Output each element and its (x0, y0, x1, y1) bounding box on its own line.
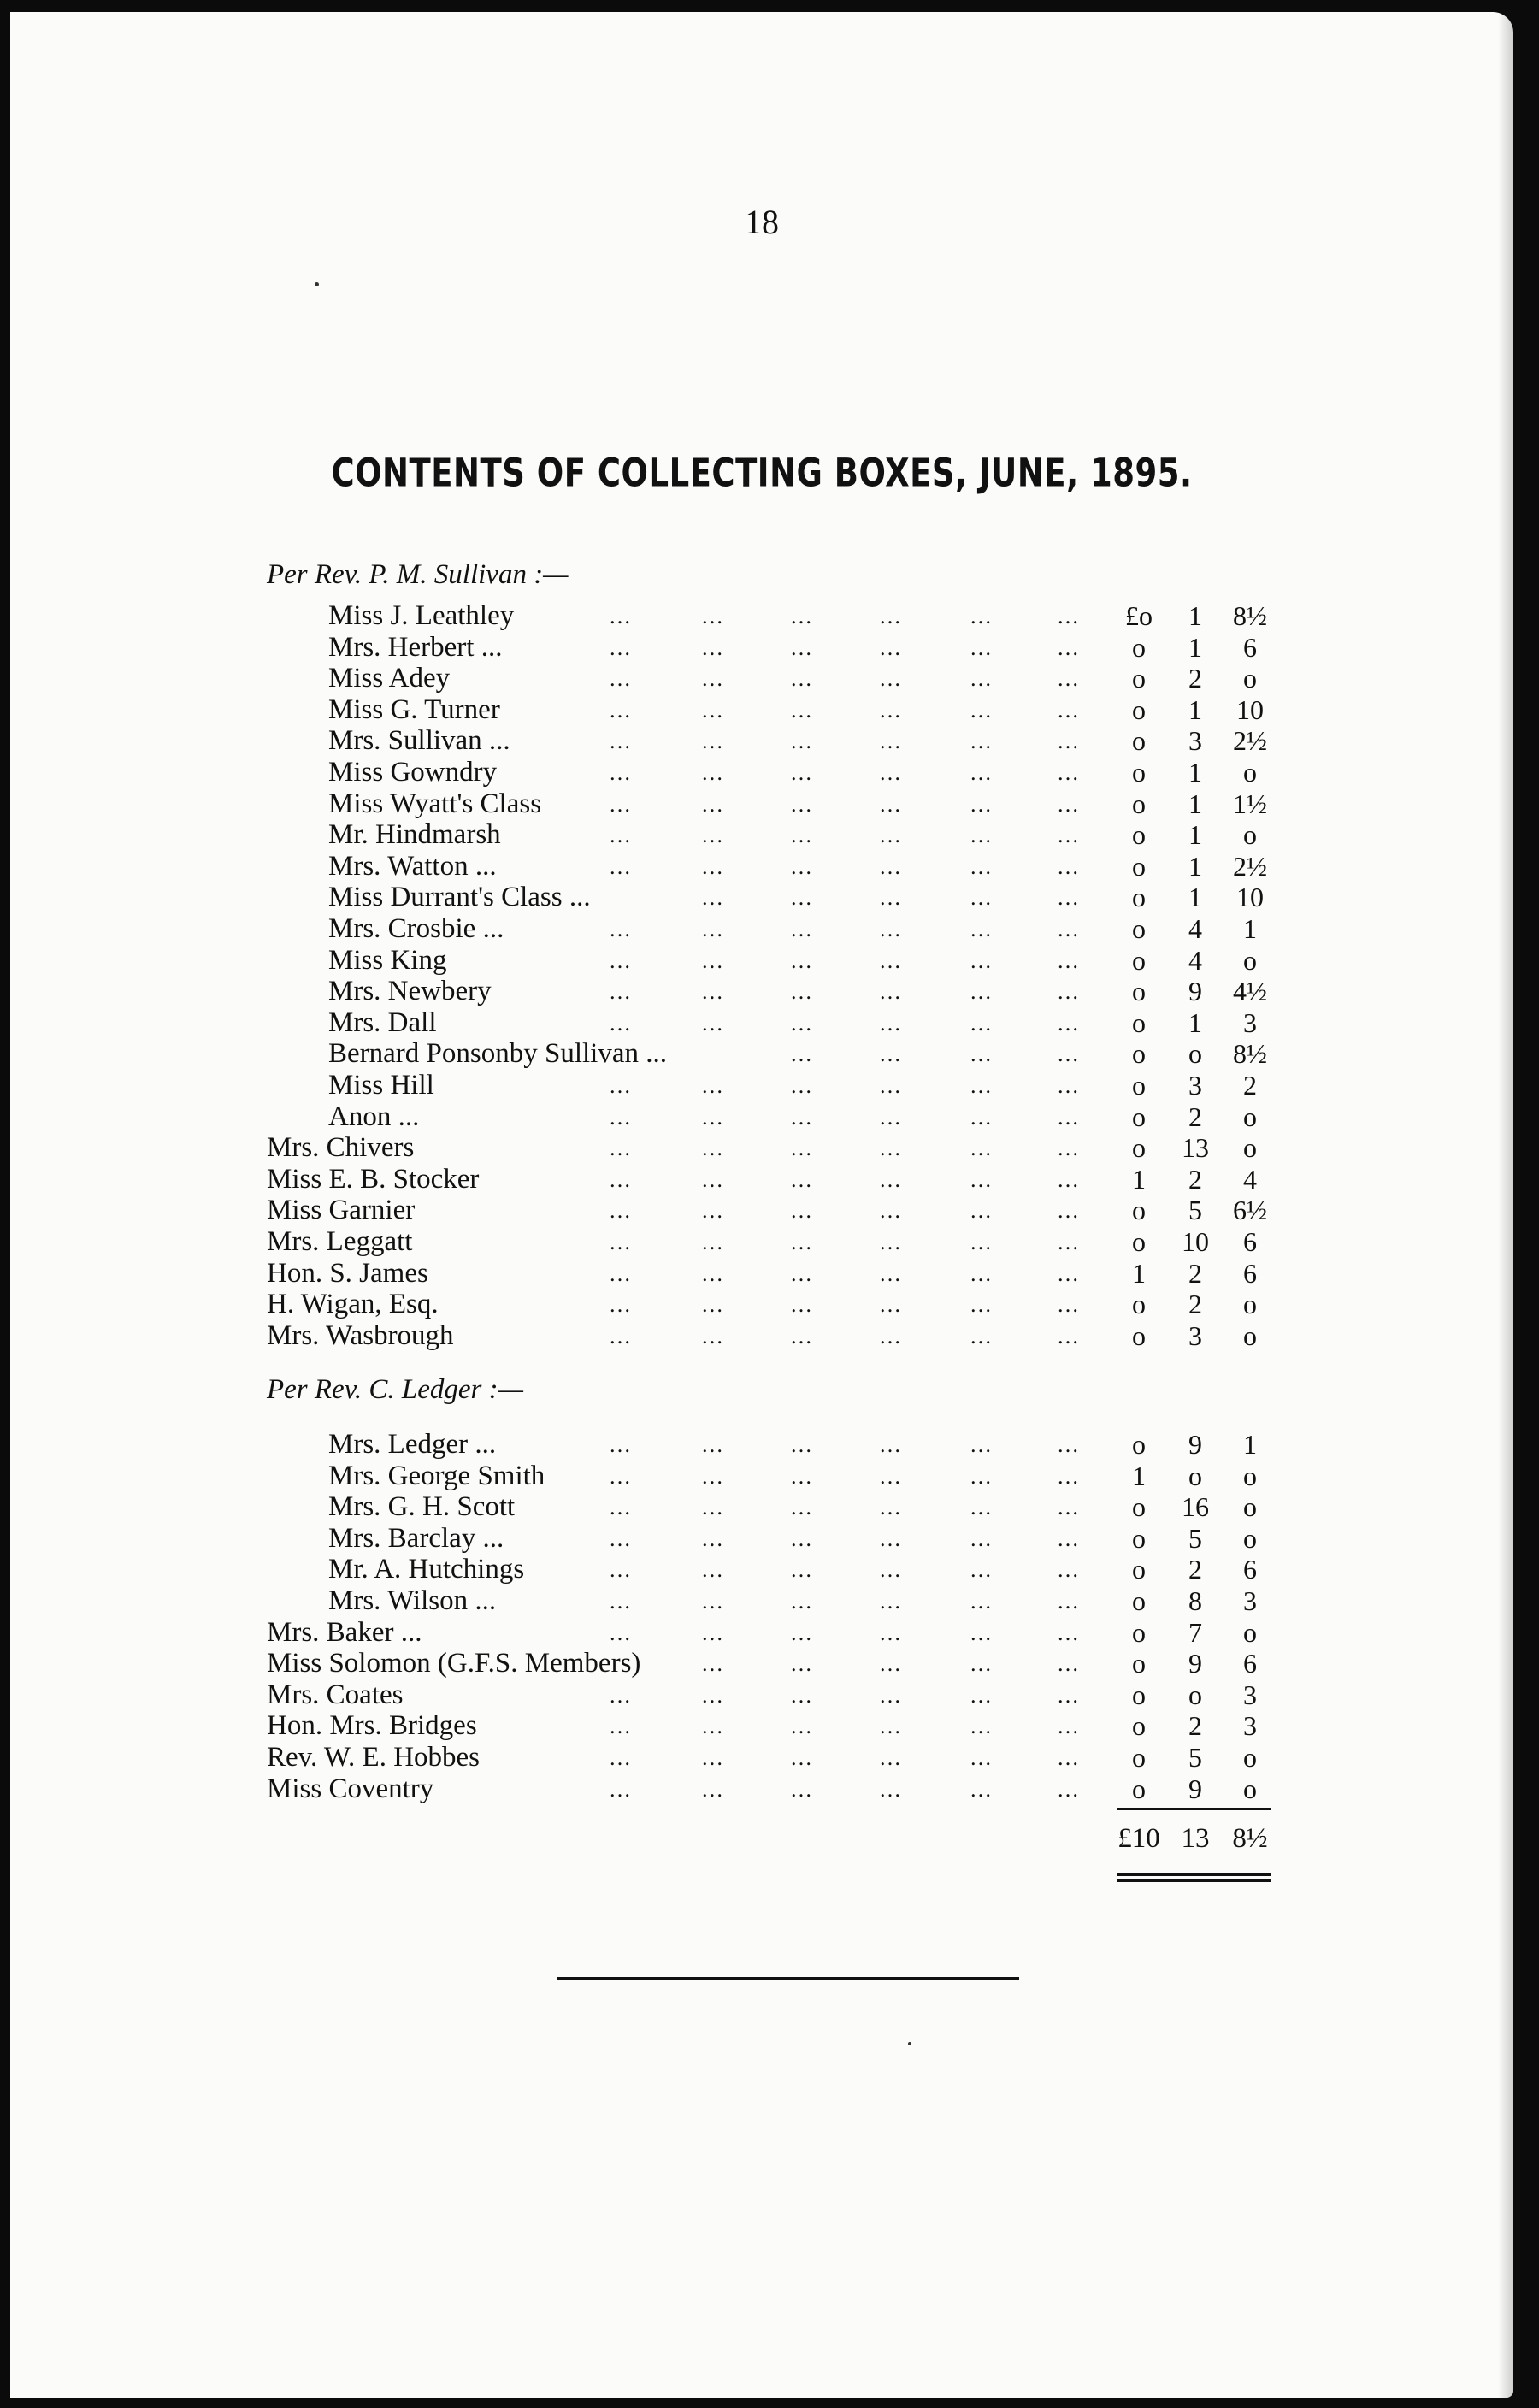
amount-pence: 2½ (1233, 850, 1267, 882)
ledger-row (10, 1429, 1513, 1463)
ledger-row (10, 1164, 1513, 1198)
amount-shillings: 3 (1188, 725, 1202, 757)
donor-name: Miss Wyatt's Class (328, 788, 542, 819)
ledger-row (10, 882, 1513, 916)
donor-name: Mr. Hindmarsh (328, 819, 501, 851)
dot-leaders: … … … … … … (609, 1260, 1080, 1286)
donor-name: Mrs. Watton ... (328, 850, 497, 882)
dot-leaders: … … … … … … (609, 853, 1080, 879)
amount-shillings: 1 (1188, 600, 1202, 631)
donor-name: Mrs. G. H. Scott (328, 1491, 516, 1523)
donor-name: Mr. A. Hutchings (328, 1554, 525, 1585)
amount-pounds: o (1132, 1289, 1146, 1320)
amount-pounds: £o (1125, 600, 1153, 631)
dot-leaders: … … … … … … (609, 1557, 1080, 1583)
amount-shillings: 2 (1188, 663, 1202, 694)
amount-shillings: 1 (1188, 757, 1202, 788)
amount-pounds: o (1132, 1038, 1146, 1070)
amount-pence: o (1243, 1319, 1257, 1351)
amount-pounds: o (1132, 1429, 1146, 1460)
amount-shillings: 2 (1188, 1163, 1202, 1195)
ledger-row (10, 1070, 1513, 1104)
amount-pounds: o (1132, 1742, 1146, 1773)
amount-pounds: o (1132, 913, 1146, 944)
dot-leaders: … … … … … … (609, 917, 1080, 941)
ledger-row (10, 1585, 1513, 1620)
amount-pence: 6 (1243, 1257, 1257, 1289)
ledger-row (10, 632, 1513, 666)
amount-shillings: 2 (1188, 1101, 1202, 1132)
amount-shillings: 2 (1188, 1710, 1202, 1742)
ledger-row (10, 913, 1513, 947)
amount-pounds: o (1132, 1648, 1146, 1679)
amount-shillings: 9 (1188, 976, 1202, 1007)
amount-pounds: o (1132, 976, 1146, 1007)
ledger-row (10, 1617, 1513, 1651)
donor-name: Mrs. Crosbie ... (328, 913, 504, 944)
ledger-row (10, 851, 1513, 885)
ledger-row (10, 694, 1513, 729)
donor-name: Miss Garnier (267, 1195, 416, 1226)
dot-leaders: … … … … … … (609, 1463, 1080, 1489)
dot-leaders: … … … … … … (609, 1526, 1080, 1551)
donor-name: Mrs. Wasbrough (267, 1319, 454, 1351)
ledger-row (10, 1195, 1513, 1229)
dot-leaders: … … … … … … (609, 1073, 1080, 1098)
dot-leaders: … … … … … … (609, 666, 1080, 692)
dot-leaders: … … … … … … (609, 947, 1080, 973)
donor-name: Miss Solomon (G.F.S. Members) (267, 1648, 641, 1679)
donor-name: Miss Coventry (267, 1773, 434, 1804)
ledger-row (10, 1648, 1513, 1682)
ledger-row (10, 1710, 1513, 1744)
amount-shillings: o (1188, 1038, 1202, 1070)
donor-name: Miss Hill (328, 1070, 434, 1101)
amount-pence: o (1243, 1616, 1257, 1648)
dot-leaders: … … … … … … (609, 1432, 1080, 1457)
amount-pounds: 1 (1132, 1163, 1146, 1195)
dot-leaders: … … … … … … (609, 1292, 1080, 1318)
total-row (10, 1823, 1513, 1861)
dot-leaders: … … … … … … (609, 1166, 1080, 1192)
ledger-row (10, 1226, 1513, 1260)
amount-shillings: 10 (1182, 1226, 1209, 1257)
amount-pounds: o (1132, 1132, 1146, 1164)
ledger-row (10, 1007, 1513, 1042)
dot-leaders: … … … … … … (609, 1104, 1080, 1130)
amount-shillings: 3 (1188, 1070, 1202, 1101)
dot-leaders: … … … … … … (609, 1714, 1080, 1739)
amount-shillings: 5 (1188, 1195, 1202, 1226)
amount-pence: 3 (1243, 1006, 1257, 1038)
ledger-row (10, 1289, 1513, 1323)
amount-shillings: 1 (1188, 882, 1202, 913)
amount-pounds: o (1132, 1319, 1146, 1351)
dot-leaders: … … … … … … (609, 1230, 1080, 1254)
amount-shillings: 1 (1188, 819, 1202, 851)
dot-leaders: … … … … … … (609, 1745, 1080, 1770)
donor-name: Miss G. Turner (328, 693, 500, 725)
dot-leaders: … … … … … … (609, 1620, 1080, 1645)
amount-shillings: 1 (1188, 631, 1202, 663)
donor-name: Miss King (328, 944, 447, 976)
donor-name: Mrs. Chivers (267, 1132, 415, 1164)
ledger-row (10, 1101, 1513, 1136)
ledger-row (10, 1679, 1513, 1714)
dot-leaders: … … … … … … (609, 1136, 1080, 1161)
amount-pence: o (1243, 757, 1257, 788)
amount-pounds: o (1132, 1491, 1146, 1523)
amount-pounds: o (1132, 1773, 1146, 1804)
ledger-row (10, 788, 1513, 823)
ledger-row (10, 757, 1513, 791)
donor-name: Mrs. Dall (328, 1006, 437, 1038)
amount-pence: 1 (1243, 913, 1257, 944)
amount-pence: 6 (1243, 1554, 1257, 1585)
paper-speck (908, 2042, 911, 2045)
amount-pounds: o (1132, 1616, 1146, 1648)
donor-name: Mrs. George Smith (328, 1460, 545, 1491)
amount-pence: o (1243, 1742, 1257, 1773)
amount-pounds: o (1132, 757, 1146, 788)
amount-pence: 1 (1243, 1429, 1257, 1460)
donor-name: Hon. Mrs. Bridges (267, 1710, 477, 1742)
amount-pence: o (1243, 1773, 1257, 1804)
amount-pounds: 1 (1132, 1257, 1146, 1289)
donor-name: Miss Durrant's Class ... (328, 882, 591, 913)
dot-leaders: … … … … … … (609, 760, 1080, 785)
ledger-row (10, 725, 1513, 759)
amount-pence: o (1243, 1491, 1257, 1523)
ledger-row (10, 1554, 1513, 1588)
total-double-rule-upper (1117, 1873, 1271, 1876)
amount-pence: o (1243, 1522, 1257, 1554)
amount-pounds: o (1132, 944, 1146, 976)
ledger-row (10, 976, 1513, 1010)
ledger-row (10, 1320, 1513, 1354)
amount-pounds: o (1132, 819, 1146, 851)
amount-pence: 2 (1243, 1070, 1257, 1101)
ledger-row (10, 1774, 1513, 1808)
amount-shillings: 7 (1188, 1616, 1202, 1648)
donor-name: Miss Gowndry (328, 757, 498, 788)
amount-pence: 10 (1236, 882, 1264, 913)
amount-pounds: o (1132, 631, 1146, 663)
amount-pounds: o (1132, 788, 1146, 819)
total-double-rule-lower (1117, 1879, 1271, 1882)
dot-leaders: … … … … … … (609, 697, 1080, 723)
dot-leaders: … … … … … (701, 885, 1080, 911)
amount-shillings: 9 (1188, 1429, 1202, 1460)
donor-name: Bernard Ponsonby Sullivan ... (328, 1038, 667, 1070)
donor-name: Miss E. B. Stocker (267, 1163, 480, 1195)
amount-shillings: 13 (1182, 1132, 1209, 1164)
amount-pence: 1½ (1233, 788, 1267, 819)
amount-pounds: o (1132, 1195, 1146, 1226)
amount-shillings: 4 (1188, 944, 1202, 976)
donor-name: Mrs. Coates (267, 1679, 404, 1710)
amount-pence: o (1243, 1132, 1257, 1164)
ledger-row (10, 819, 1513, 853)
amount-pence: 6½ (1233, 1195, 1267, 1226)
amount-shillings: 16 (1182, 1491, 1209, 1523)
amount-pounds: o (1132, 850, 1146, 882)
total-pence: 8½ (1232, 1823, 1268, 1854)
amount-pounds: o (1132, 663, 1146, 694)
amount-pounds: o (1132, 1554, 1146, 1585)
ledger-row (10, 945, 1513, 979)
amount-pence: 4½ (1233, 976, 1267, 1007)
ledger-row (10, 1523, 1513, 1557)
dot-leaders: … … … … … … (609, 1682, 1080, 1708)
amount-shillings: 1 (1188, 693, 1202, 725)
ledger-row (10, 600, 1513, 634)
amount-pounds: o (1132, 1070, 1146, 1101)
ledger-row (10, 1461, 1513, 1495)
ledger-row (10, 1742, 1513, 1776)
amount-shillings: 8 (1188, 1585, 1202, 1616)
total-shillings: 13 (1181, 1823, 1210, 1854)
amount-pounds: o (1132, 693, 1146, 725)
amount-pounds: o (1132, 725, 1146, 757)
donor-name: Mrs. Sullivan ... (328, 725, 510, 757)
ledger-row (10, 1038, 1513, 1072)
total-pounds: £10 (1117, 1823, 1160, 1854)
dot-leaders: … … … … … … (609, 604, 1080, 629)
amount-pence: 8½ (1233, 1038, 1267, 1070)
page-title: CONTENTS OF COLLECTING BOXES, JUNE, 1895. (331, 451, 1193, 496)
donor-name: Mrs. Leggatt (267, 1226, 413, 1257)
ledger-row (10, 1258, 1513, 1292)
donor-name: H. Wigan, Esq. (267, 1289, 439, 1320)
dot-leaders: … … … … … … (609, 1589, 1080, 1614)
donor-name: Hon. S. James (267, 1257, 428, 1289)
amount-pence: 10 (1236, 693, 1264, 725)
amount-pence: 8½ (1233, 600, 1267, 631)
ledger-row (10, 663, 1513, 697)
amount-pence: 3 (1243, 1710, 1257, 1742)
dot-leaders: … … … … … … (609, 823, 1080, 848)
dot-leaders: … … … … … … (609, 729, 1080, 754)
amount-pence: 6 (1243, 1226, 1257, 1257)
donor-name: Mrs. Barclay ... (328, 1522, 504, 1554)
amount-pence: 2½ (1233, 725, 1267, 757)
amount-pounds: o (1132, 882, 1146, 913)
amount-pounds: o (1132, 1101, 1146, 1132)
donor-name: Mrs. Ledger ... (328, 1429, 497, 1460)
ledger-row (10, 1491, 1513, 1526)
amount-shillings: 4 (1188, 913, 1202, 944)
dot-leaders: … … … … … … (609, 1323, 1080, 1349)
amount-shillings: 1 (1188, 788, 1202, 819)
amount-pounds: 1 (1132, 1460, 1146, 1491)
amount-shillings: 2 (1188, 1554, 1202, 1585)
amount-pence: o (1243, 1101, 1257, 1132)
amount-pounds: o (1132, 1710, 1146, 1742)
amount-pence: o (1243, 1460, 1257, 1491)
donor-name: Miss Adey (328, 663, 451, 694)
donor-name: Mrs. Baker ... (267, 1616, 422, 1648)
donor-name: Mrs. Newbery (328, 976, 492, 1007)
total-rule (1117, 1808, 1271, 1810)
section-heading: Per Rev. C. Ledger :— (267, 1374, 523, 1405)
amount-pence: 3 (1243, 1585, 1257, 1616)
amount-shillings: 3 (1188, 1319, 1202, 1351)
dot-leaders: … … … … … … (609, 1495, 1080, 1520)
dot-leaders: … … … … … … (609, 1776, 1080, 1802)
amount-shillings: 2 (1188, 1289, 1202, 1320)
donor-name: Mrs. Wilson ... (328, 1585, 497, 1616)
amount-shillings: 1 (1188, 1006, 1202, 1038)
dot-leaders: … … … … … … (609, 1198, 1080, 1224)
amount-shillings: 5 (1188, 1522, 1202, 1554)
amount-pounds: o (1132, 1006, 1146, 1038)
dot-leaders: … … … … … (701, 1651, 1080, 1677)
donor-name: Miss J. Leathley (328, 600, 515, 631)
end-rule (557, 1977, 1019, 1980)
amount-pence: o (1243, 663, 1257, 694)
amount-shillings: 5 (1188, 1742, 1202, 1773)
page-number: 18 (745, 203, 779, 241)
amount-pence: o (1243, 1289, 1257, 1320)
amount-pence: 4 (1243, 1163, 1257, 1195)
amount-pounds: o (1132, 1522, 1146, 1554)
amount-pence: 3 (1243, 1679, 1257, 1710)
amount-shillings: o (1188, 1679, 1202, 1710)
amount-shillings: 1 (1188, 850, 1202, 882)
amount-shillings: 9 (1188, 1773, 1202, 1804)
amount-pounds: o (1132, 1585, 1146, 1616)
ledger-row (10, 1132, 1513, 1166)
amount-shillings: 9 (1188, 1648, 1202, 1679)
amount-pence: 6 (1243, 1648, 1257, 1679)
dot-leaders: … … … … … … (609, 979, 1080, 1005)
dot-leaders: … … … … … … (609, 634, 1080, 660)
amount-pounds: o (1132, 1226, 1146, 1257)
donor-name: Mrs. Herbert ... (328, 631, 503, 663)
amount-shillings: 2 (1188, 1257, 1202, 1289)
donor-name: Anon ... (328, 1101, 420, 1132)
amount-pence: o (1243, 944, 1257, 976)
amount-pounds: o (1132, 1679, 1146, 1710)
section-heading: Per Rev. P. M. Sullivan :— (267, 559, 569, 590)
donor-name: Rev. W. E. Hobbes (267, 1742, 481, 1773)
dot-leaders: … … … … … … (609, 791, 1080, 817)
amount-pence: o (1243, 819, 1257, 851)
dot-leaders: … … … … (790, 1042, 1080, 1067)
amount-pence: 6 (1243, 631, 1257, 663)
amount-shillings: o (1188, 1460, 1202, 1491)
document-page (10, 12, 1513, 2398)
dot-leaders: … … … … … … (609, 1010, 1080, 1036)
paper-speck (315, 282, 319, 286)
